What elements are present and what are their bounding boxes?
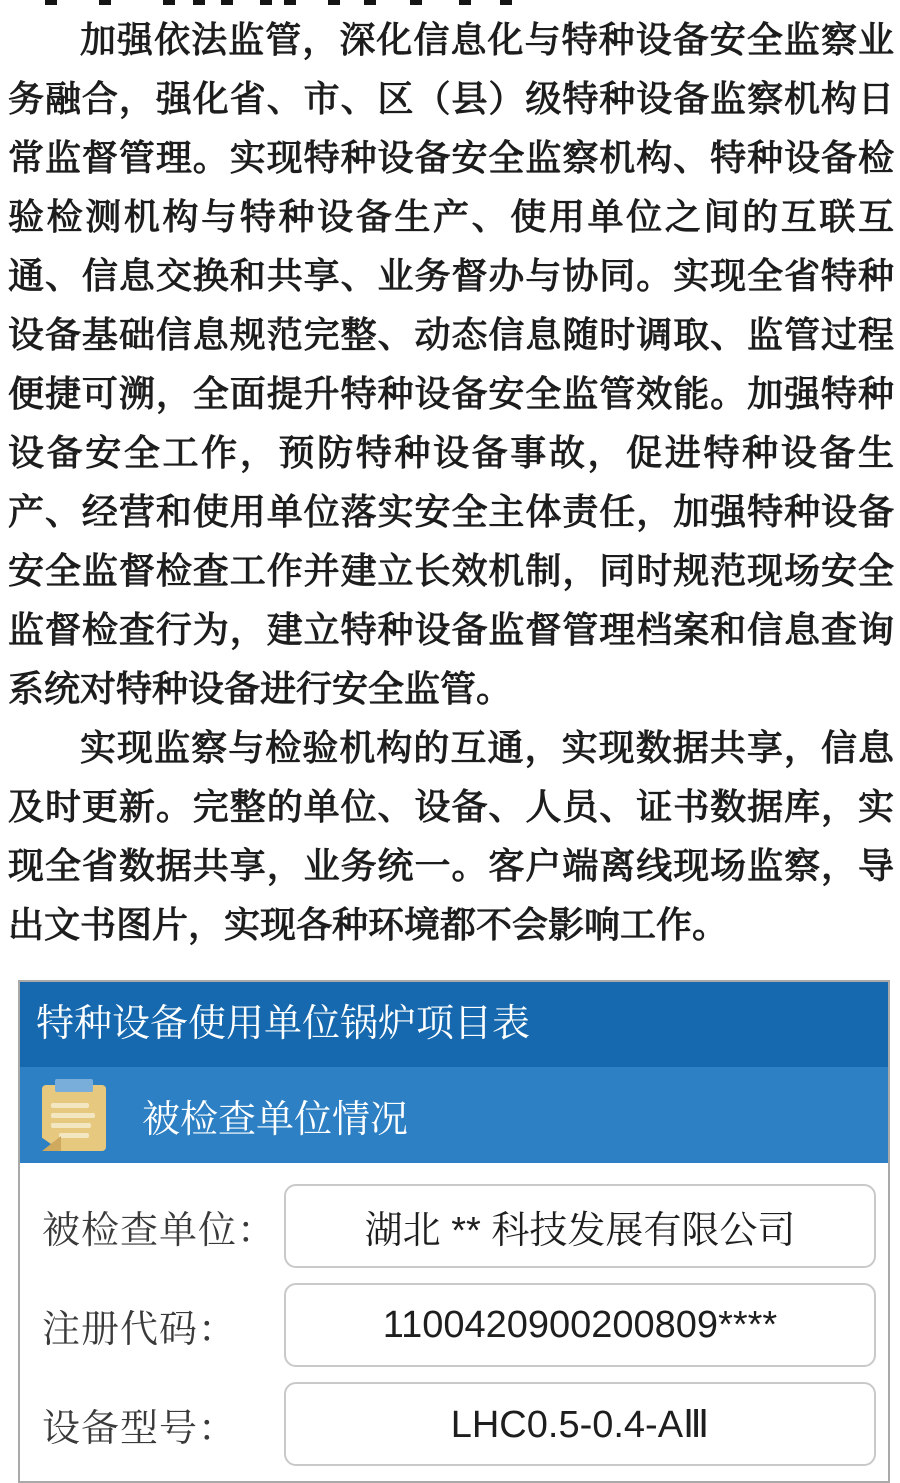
form-title-bar — [20, 982, 888, 1067]
form-body — [20, 1163, 888, 1466]
registration-code-input[interactable]: 1100420900200809**** — [284, 1283, 876, 1367]
note-icon — [42, 1079, 106, 1151]
device-model-label: 设备型号： — [42, 1407, 238, 1450]
field-row-device-model — [42, 1382, 876, 1466]
field-row-inspected-unit — [42, 1184, 876, 1268]
paragraph-2: 实现监察与检验机构的互通，实现数据共享，信息及时更新。完整的单位、设备、人员、证书数据库，实现全省数据共享，业务统一。客户端离线现场监察，导出文书图片，实现各种环境都不会影响工作。 — [8, 727, 894, 945]
form-section-bar — [20, 1067, 888, 1163]
inspected-unit-input[interactable]: 湖北 ** 科技发展有限公司 — [284, 1184, 876, 1268]
note-tape — [55, 1079, 93, 1092]
field-row-registration-code — [42, 1283, 876, 1367]
paragraph-1: 加强依法监管，深化信息化与特种设备安全监察业务融合，强化省、市、区（县）级特种设备监察机构日常监督管理。实现特种设备安全监察机构、特种设备检验检测机构与特种设备生产、使用单位之间的互联互通、信息交换和共享、业务督办与协同。实现全省特种设备基础信息规范完整、动态信息随时调取、监管过程便捷可溯，全面提升特种设备安全监管效能。加强特种设备安全工作，预防特种设备事故，促进特种设备生产、经营和使用单位落实安全主体责任，加强特种设备安全监督检查工作并建立长效机制，同时规范现场安全监督检查行为，建立特种设备监督管理档案和信息查询系统对特种设备进行安全监管。 — [8, 19, 894, 709]
inspected-unit-label: 被检查单位： — [42, 1209, 277, 1252]
device-model-input[interactable]: LHC0.5-0.4-AⅢ — [284, 1382, 876, 1466]
section-title: 被检查单位情况 — [142, 1098, 409, 1141]
form-title: 特种设备使用单位锅炉项目表 — [36, 1003, 531, 1045]
boiler-project-form — [18, 980, 890, 1483]
registration-code-label: 注册代码： — [42, 1308, 238, 1351]
